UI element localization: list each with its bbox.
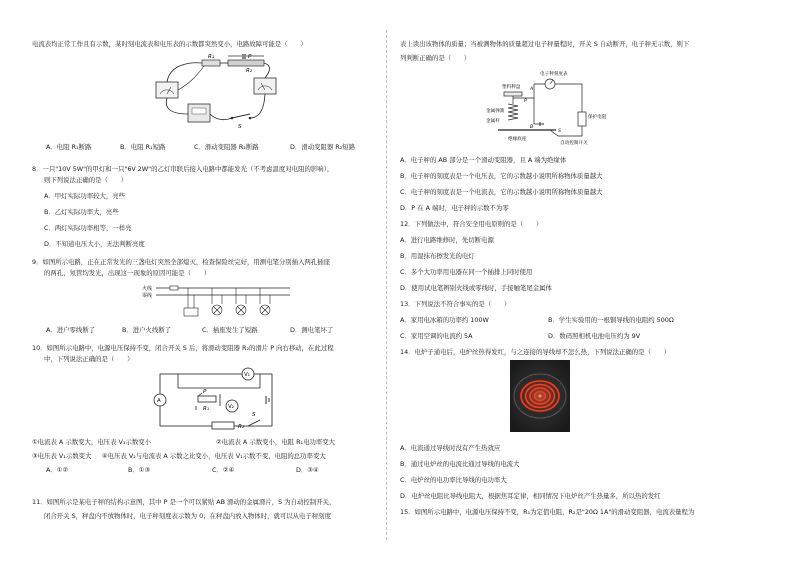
q10-statement-1: ①电流表 A 示数变大，电压表 V₁示数变小 xyxy=(32,438,151,446)
fig1-label-p: P xyxy=(248,54,252,60)
fig3-label-p: P xyxy=(203,389,207,395)
fig3-label-r1: R₁ xyxy=(203,406,210,412)
q9-option-b[interactable]: B．进户火线断了 xyxy=(122,326,172,334)
q8-option-b[interactable]: B．乙灯实际功率大，亮些 xyxy=(44,208,119,216)
q10-option-b[interactable]: B．①③ xyxy=(128,466,151,474)
q11-option-c[interactable]: C．电子秤的刻度表是一个电流表，它的示数越小说明所称物体质量越大 xyxy=(400,188,603,196)
fig2-label-neutral: 零线 xyxy=(142,293,153,299)
right-column xyxy=(400,0,770,562)
q10-statement-4: ④电压表 V₂与电流表 A 示数之比变小，电压表 V₁示数不变，电阻的总功率变大 xyxy=(101,452,326,460)
q9-option-d[interactable]: D．测电笔坏了 xyxy=(290,326,334,334)
q13-option-a[interactable]: A．家用电冰箱的功率约 100W xyxy=(400,316,489,324)
q11-option-d[interactable]: D．P 在 A 端时，电子秤的示数不为零 xyxy=(400,204,509,212)
fig4-label-base: 绝缘底座 xyxy=(508,137,527,142)
q10-statement-3: ③电压表 V₁示数变大 xyxy=(32,452,92,460)
q13-option-d[interactable]: D．数码照相机电池电压约为 9V xyxy=(548,332,641,340)
q13-option-c[interactable]: C．家用空调的电流约 5A xyxy=(400,332,473,340)
left-column xyxy=(32,0,402,562)
q10-option-a[interactable]: A．①② xyxy=(46,466,69,474)
fig1-label-r2: R₂ xyxy=(246,68,253,74)
fig3-label-v1: V₁ xyxy=(244,372,250,378)
q9-option-c[interactable]: C．插座发生了短路 xyxy=(202,326,258,334)
question-7-continuation: 电流表均正常工作且有示数，某时刻电流表和电压表的示数都突然变小，电路故障可能是（ ） xyxy=(32,40,307,48)
q12-option-d[interactable]: D．使用试电笔辨别火线或零线时，手接触笔尾金属体 xyxy=(400,284,552,292)
fig4-label-s: S xyxy=(558,129,561,134)
q14-option-b[interactable]: B．通过电炉丝的电流比通过导线的电流大 xyxy=(400,460,520,468)
fig3-label-a: A xyxy=(157,398,161,404)
fig4-label-auto: 自动控制开关 xyxy=(560,141,588,146)
fig4-label-a: A xyxy=(530,87,534,92)
q12-option-b[interactable]: B．用湿抹布擦发光的电灯 xyxy=(400,252,475,260)
q11-option-a[interactable]: A．电子秤的 AB 部分是一个滑动变阻器，且 A 端为绝缘体 xyxy=(400,156,567,164)
fig1-label-r1: R₁ xyxy=(208,54,215,60)
fig2-label-live: 火线 xyxy=(142,286,153,292)
q9-option-a[interactable]: A．进户零线断了 xyxy=(46,326,96,334)
fig3-label-r2: R₂ xyxy=(238,424,245,430)
q8-option-c[interactable]: C．两灯实际功率相等，一样亮 xyxy=(44,224,132,232)
fig3-label-s: S xyxy=(252,412,256,418)
q7-option-b[interactable]: B．电阻 R₁短路 xyxy=(120,143,166,151)
fig4-label-scale: 电子秤刻度表 xyxy=(540,72,568,77)
q14-option-d[interactable]: D．电炉丝电阻比导线电阻大，根据焦耳定律，相同情况下电炉丝产生热量多，所以热的发红 xyxy=(400,492,661,500)
q10-stem-line2: 中，下列说法正确的是（ ） xyxy=(44,355,134,363)
q15-stem: 15．如图所示电路中，电源电压保持不变，R₁为定值电阻，R₂是"20Ω 1A"的滑动变阻器，电流表量程为 xyxy=(400,508,695,516)
household-wiring-figure xyxy=(142,284,292,320)
q10-option-c[interactable]: C．②④ xyxy=(212,466,235,474)
q14-option-c[interactable]: C．电炉丝的电功率比导线的电功率大 xyxy=(400,476,507,484)
fig4-label-pan: 塑料秤盘 xyxy=(502,85,521,90)
q14-stem: 14．电炉子通电后，电炉丝热得发红，与之连接的导线却不怎么热，下列说法正确的是（ ） xyxy=(400,348,671,356)
q12-option-c[interactable]: C．多个大功率用电器在同一个插排上同时使用 xyxy=(400,268,533,276)
q11-stem-line1: 11．如图所示是某电子秤的结构示意图，其中 P 是一个可以紧贴 AB 滑动的金属滑片，S 为自动控制开关， xyxy=(32,498,336,506)
q10-statement-3-4 xyxy=(32,452,326,461)
q7-option-c[interactable]: C．滑动变阻器 R₂断路 xyxy=(194,143,259,151)
q8-stem-line2: 则下列说法正确的是（ ） xyxy=(44,176,128,184)
circuit-figure-apparatus xyxy=(150,52,300,132)
fig4-label-p: P xyxy=(524,99,527,104)
electronic-scale-figure xyxy=(486,70,616,148)
q14-option-a[interactable]: A．电流通过导线时没有产生热效应 xyxy=(400,444,501,452)
q7-option-a[interactable]: A．电阻 R₁断路 xyxy=(46,143,92,151)
q8-option-a[interactable]: A．甲灯实际功率较大，亮些 xyxy=(44,192,126,200)
q10-option-d[interactable]: D．③④ xyxy=(296,466,319,474)
q9-stem-line1: 9．如图所示电路，正在正常发光的三盏电灯突然全部熄灭，检查保险丝完好，用测电笔分别插入两孔插座 xyxy=(32,258,331,266)
q11-continued-line1: 表上读出该物体的质量；当被测物体的质量超过电子秤量程时，开关 S 自动断开，电子秤无示数，则下 xyxy=(400,40,690,48)
q13-stem: 13．下列说法不符合事实的是（ ） xyxy=(400,300,511,308)
fig4-label-protect: 保护电阻 xyxy=(588,115,607,120)
q8-option-d[interactable]: D．不知道电压大小，无法判断亮度 xyxy=(44,240,145,248)
q8-stem-line1: 8．一只"10V 5W"的甲灯和一只"6V 2W"的乙灯串联后接入电路中都能发光（不考虑温度对电阻的影响）， xyxy=(32,165,334,173)
q12-stem: 12．下列做法中，符合安全用电原则的是（ ） xyxy=(400,220,543,228)
q10-statement-2: ②电流表 A 示数变小，电阻 R₁电功率变大 xyxy=(216,438,336,446)
q10-stem-line1: 10．如图所示电路中，电源电压保持不变，闭合开关 S 后，将滑动变阻器 R₂的滑片 P 向右移动，在此过程 xyxy=(32,344,334,352)
q11-stem-line2: 闭合开关 S，秤盘内不放物体时，电子秤刻度表示数为 0；在秤盘内放入物体时，就可以从电子秤刻度 xyxy=(44,512,331,520)
q12-option-a[interactable]: A．进行电路维修时，先切断电源 xyxy=(400,236,494,244)
fig1-label-s: S xyxy=(238,124,242,130)
fig3-label-v2: V₂ xyxy=(228,404,234,410)
q11-option-b[interactable]: B．电子秤的刻度表是一个电压表，它的示数越小说明所称物体质量越大 xyxy=(400,172,603,180)
schematic-figure-q10 xyxy=(148,366,284,434)
electric-stove-photo xyxy=(510,360,570,432)
fig4-label-rod: 金属杆 xyxy=(486,119,500,124)
q7-option-d[interactable]: D．滑动变阻器 R₂短路 xyxy=(290,143,356,151)
q9-stem-line2: 的两孔，氖管均发光，出现这一现象的原因可能是（ ） xyxy=(44,269,211,277)
q11-continued-line2: 列判断正确的是（ ） xyxy=(400,54,471,62)
fig4-label-spring: 金属弹簧 xyxy=(486,109,505,114)
fig4-label-b: B xyxy=(530,125,534,130)
q13-option-b[interactable]: B．学生实验用的一根铜导线的电阻约 500Ω xyxy=(548,316,674,324)
